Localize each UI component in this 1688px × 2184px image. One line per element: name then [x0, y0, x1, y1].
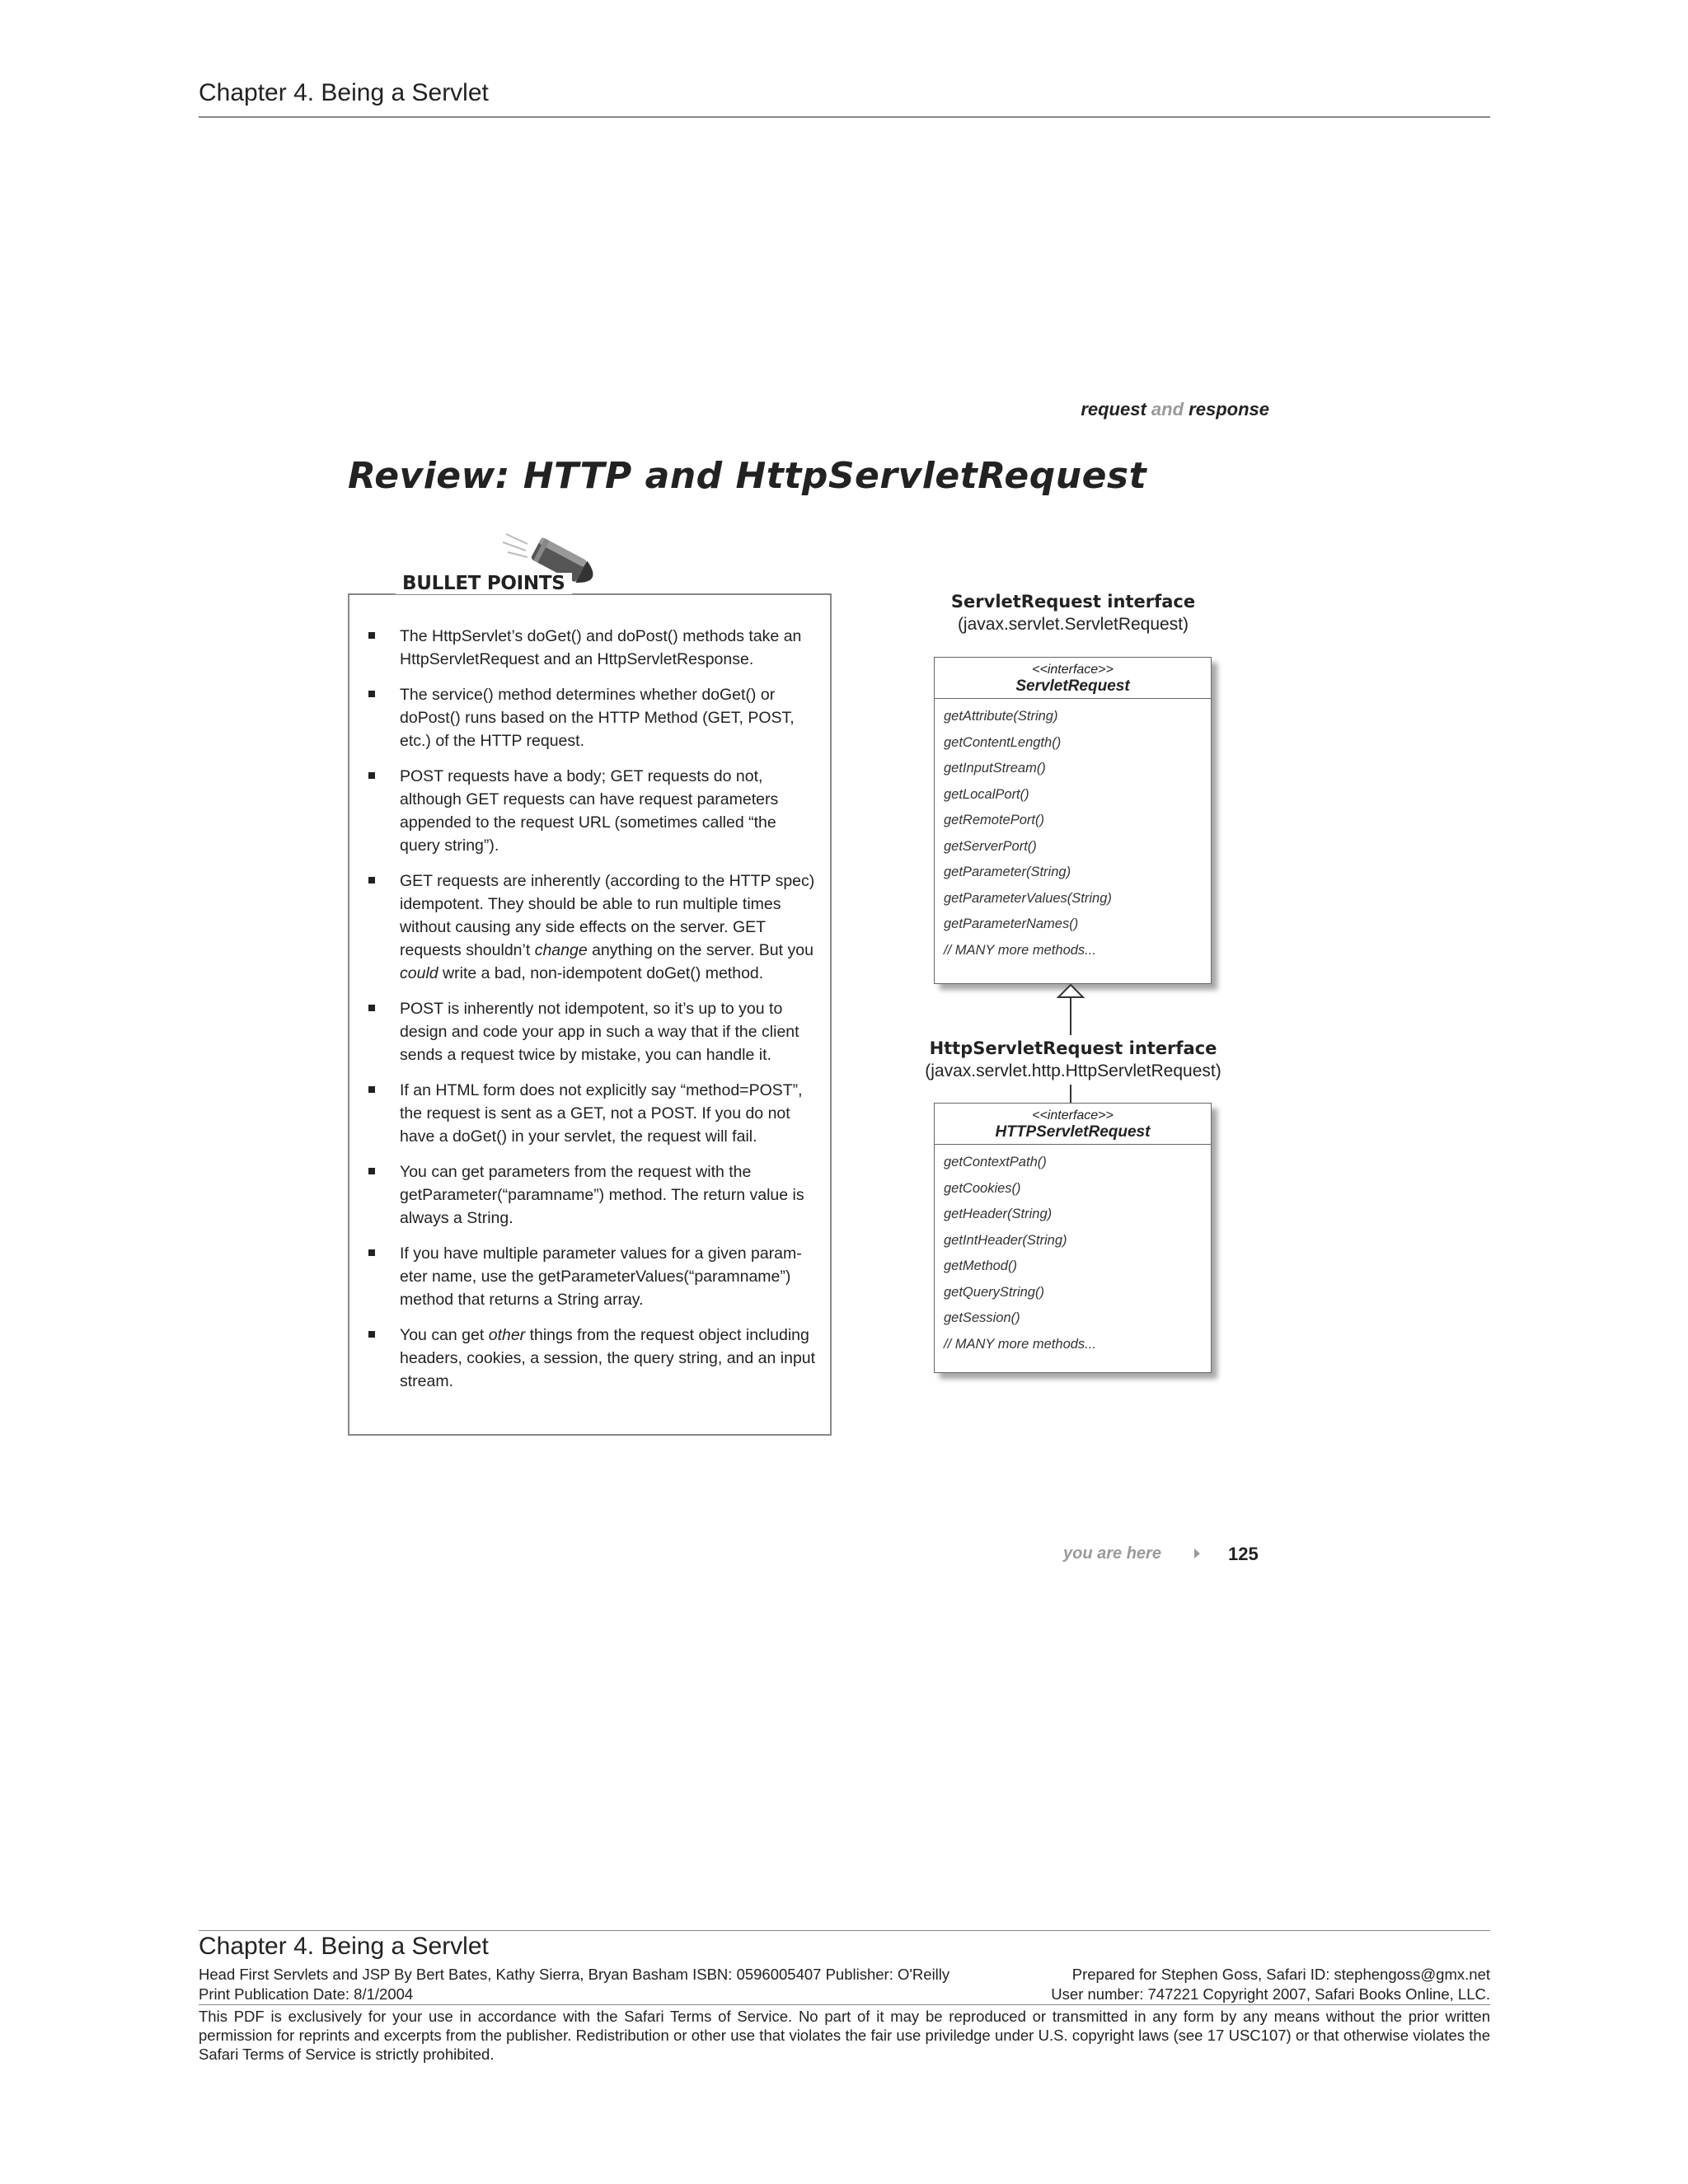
footer-pub-date: Print Publication Date: 8/1/2004 — [199, 1985, 414, 2003]
method-item: getIntHeader(String) — [944, 1232, 1067, 1248]
method-item: getSession() — [944, 1310, 1020, 1325]
method-item: getContextPath() — [944, 1155, 1047, 1169]
footer-divider — [199, 1930, 1490, 1931]
running-head-and: and — [1151, 399, 1184, 419]
bullet-list — [368, 625, 818, 1405]
running-head-left: request — [1081, 399, 1146, 419]
http-servlet-request-heading: HttpServletRequest interface — [929, 1038, 1217, 1058]
class-name: ServletRequest — [935, 677, 1211, 699]
stereotype-label: <<interface>> — [1032, 663, 1114, 677]
bullet-item: If an HTML form does not explicitly say “method=POST”, the request is sent as a GET, not a POST. If you do not have a doGet() in your servlet, the request will fail. — [368, 1079, 818, 1148]
page-number: 125 — [1228, 1544, 1259, 1564]
bullet-item: POST is inherently not idempotent, so it’s up to you to design and code your app in such a way that if the client sends a request twice by mistake, you can handle it. — [368, 997, 818, 1066]
running-head-right: response — [1189, 399, 1269, 419]
bullet-item: POST requests have a body; GET requests do not, although GET requests can have request parameters appended to the request URL (sometimes called “the query string”). — [368, 765, 818, 857]
method-item: getInputStream() — [944, 761, 1046, 776]
method-item: getParameter(String) — [944, 865, 1071, 879]
http-servlet-request-class-box — [934, 1103, 1212, 1373]
method-item: getCookies() — [944, 1180, 1021, 1196]
method-item: getMethod() — [944, 1258, 1017, 1273]
footer-legal-text: This PDF is exclusively for your use in accordance with the Safari Terms of Service. No part of it may be reproduced or transmitted in any form by any means without the prior written permission for reprints and excerpts from the publisher. Redistribution or other use that violates the fair use priviledge under U.S. copyright laws (see 17 USC107) or that otherwise violates the Safari Terms of Service is strictly prohibited. — [199, 2008, 1490, 2063]
method-item: getParameterNames() — [944, 916, 1079, 931]
triangle-right-icon — [1194, 1549, 1200, 1558]
footer-chapter-title: Chapter 4. Being a Servlet — [199, 1933, 489, 1960]
bullet-points-badge: BULLET POINTS — [396, 573, 572, 594]
footer-user-info: User number: 747221 Copyright 2007, Safari Books Online, LLC. — [1051, 1985, 1490, 2003]
footer-prepared-for: Prepared for Stephen Goss, Safari ID: stephengoss@gmx.net — [1071, 1966, 1490, 1983]
method-list — [935, 699, 1211, 963]
bullet-item: You can get parameters from the request with the getParameter(“paramname”) method. The return value is always a String. — [368, 1160, 818, 1230]
review-title: Review: HTTP and HttpServletRequest — [348, 455, 1147, 497]
class-name: HTTPServletRequest — [935, 1123, 1211, 1145]
stereotype-label: <<interface>> — [1032, 1108, 1114, 1122]
header-divider — [199, 116, 1490, 118]
bullet-item: If you have multiple parameter values for a given param-eter name, use the getParameterValues(“paramname”) method that returns a String array. — [368, 1242, 818, 1311]
method-item: getRemotePort() — [944, 813, 1044, 827]
method-item: getAttribute(String) — [944, 709, 1058, 724]
you-are-here-label: you are here — [1063, 1544, 1161, 1563]
http-servlet-request-package: (javax.servlet.http.HttpServletRequest) — [925, 1062, 1221, 1080]
bullet-item: You can get other things from the request object including headers, cookies, a session, the query string, and an input stream. — [368, 1324, 818, 1393]
footer-book-info: Head First Servlets and JSP By Bert Bates, Kathy Sierra, Bryan Basham ISBN: 0596005407 Publisher: O'Reilly — [199, 1966, 950, 1983]
bullet-item: The HttpServlet’s doGet() and doPost() methods take an HttpServletRequest and an HttpServletResponse. — [368, 625, 818, 671]
method-item: getParameterValues(String) — [944, 890, 1112, 906]
running-head — [890, 399, 1269, 420]
method-item: getLocalPort() — [944, 786, 1029, 802]
bullet-item: The service() method determines whether doGet() or doPost() runs based on the HTTP Method (GET, POST, etc.) of the HTTP request. — [368, 683, 818, 752]
method-item: getQueryString() — [944, 1284, 1044, 1300]
footer-divider — [199, 2004, 1490, 2005]
method-list — [935, 1145, 1211, 1357]
servlet-request-class-box — [934, 657, 1212, 984]
bullet-item: GET requests are inherently (according to the HTTP spec) idempotent. They should be able to run multiple times without causing any side effects on the server. GET requests shouldn’t change anything on the server. But you could write a bad, non-idempotent doGet() method. — [368, 869, 818, 985]
method-item: getContentLength() — [944, 734, 1062, 750]
method-item: getServerPort() — [944, 838, 1037, 854]
method-item: // MANY more methods... — [944, 1336, 1096, 1352]
chapter-title: Chapter 4. Being a Servlet — [199, 79, 489, 106]
method-item: // MANY more methods... — [944, 942, 1096, 958]
servlet-request-package: (javax.servlet.ServletRequest) — [957, 615, 1189, 634]
method-item: getHeader(String) — [944, 1207, 1053, 1221]
servlet-request-heading: ServletRequest interface — [950, 592, 1196, 612]
